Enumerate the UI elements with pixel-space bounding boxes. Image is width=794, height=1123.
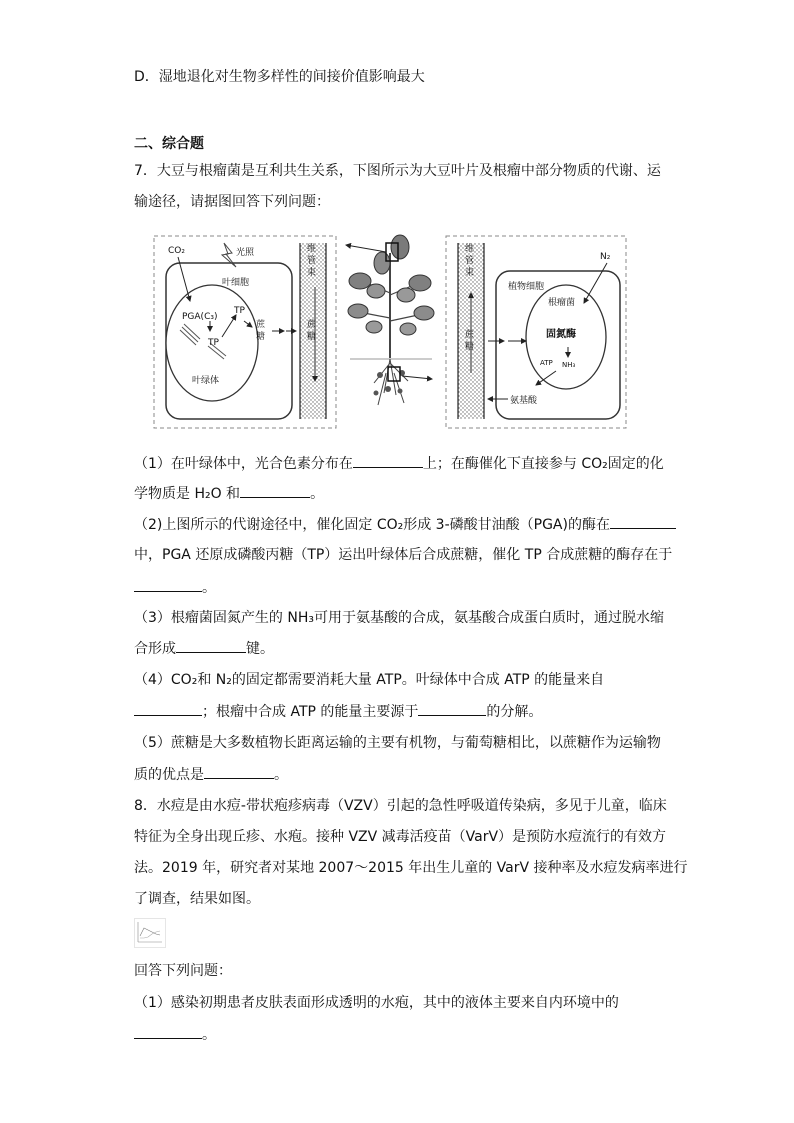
sucrose-left-1: 蔗 [256, 320, 266, 330]
q7-intro-line1: 7．大豆与根瘤菌是互利共生关系，下图所示为大豆叶片及根瘤中部分物质的代谢、运 [134, 163, 661, 179]
q8-p1-line1: （1）感染初期患者皮肤表面形成透明的水疱，其中的液体主要来自内环境中的 [134, 995, 619, 1011]
q8-line2: 特征为全身出现丘疹、水疱。接种 VZV 减毒活疫苗（VarV）是预防水痘流行的有效方 [134, 829, 667, 845]
answer-blank[interactable] [353, 453, 423, 468]
q7-p2-line2: 中，PGA 还原成磷酸丙糖（TP）运出叶绿体后合成蔗糖，催化 TP 合成蔗糖的酶存在于 [134, 547, 673, 563]
q7-p3-line2: 合形成 键。 [134, 638, 274, 659]
rhizobium-label: 根瘤菌 [548, 298, 576, 308]
q7-figure [152, 233, 628, 431]
q8-chart-thumbnail [134, 918, 166, 948]
q7-p5-line1: （5）蔗糖是大多数植物长距离运输的主要有机物，与葡萄糖相比，以蔗糖作为运输物 [134, 735, 661, 751]
leaf-cell-label: 叶细胞 [222, 278, 250, 288]
q8-line4: 了调查，结果如图。 [134, 891, 260, 907]
answer-blank[interactable] [240, 483, 310, 498]
answer-blank[interactable] [418, 701, 486, 716]
co2-label: CO₂ [168, 246, 185, 256]
amino-acid-label: 氨基酸 [510, 396, 538, 406]
nh3-label: NH₃ [562, 361, 576, 369]
answer-blank[interactable] [176, 638, 246, 653]
sucrose-mid-2: 糖 [307, 332, 317, 342]
light-label: 光照 [236, 248, 255, 258]
q7-p2-line1: （2)上图所示的代谢途径中，催化固定 CO₂形成 3-磷酸甘油酸（PGA)的酶在 [134, 514, 676, 535]
answer-blank[interactable] [204, 764, 274, 779]
q7-p5-line2: 质的优点是 。 [134, 764, 288, 785]
soybean-plant [348, 235, 434, 405]
q7-p2-line3: 。 [134, 577, 216, 598]
leaf-pointer-arrow [346, 245, 386, 252]
answer-blank[interactable] [134, 577, 202, 592]
vascular-left-1: 维 [307, 244, 317, 254]
q8-answer-prompt: 回答下列问题： [134, 963, 232, 979]
chloroplast-label: 叶绿体 [192, 376, 220, 386]
vascular-left-3: 束 [307, 268, 317, 278]
vascular-right-3: 束 [465, 268, 475, 278]
answer-blank[interactable] [610, 514, 676, 529]
sucrose-mid-1: 蔗 [307, 320, 317, 330]
plant-cell-label: 植物细胞 [508, 282, 545, 292]
q7-p1-line1: （1）在叶绿体中，光合色素分布在 上；在酶催化下直接参与 CO₂固定的化 [134, 453, 664, 474]
q7-p4-line1: （4）CO₂和 N₂的固定都需要消耗大量 ATP。叶绿体中合成 ATP 的能量来自 [134, 672, 605, 688]
vascular-right-2: 管 [465, 256, 475, 266]
pga-label: PGA(C₃) [182, 312, 218, 322]
sucrose-left-2: 糖 [256, 332, 266, 342]
n2-label: N₂ [600, 252, 611, 262]
section-title: 二、综合题 [134, 136, 204, 152]
q7-p3-line1: （3）根瘤菌固氮产生的 NH₃可用于氨基酸的合成，氨基酸合成蛋白质时，通过脱水缩 [134, 610, 664, 626]
q8-p1-line2: 。 [134, 1024, 216, 1045]
sucrose-right-2: 糖 [465, 342, 475, 352]
q7-intro-line2: 输途径，请据图回答下列问题： [134, 194, 330, 210]
tp-outer-label: TP [234, 306, 245, 316]
atp-label: ATP [540, 359, 553, 367]
vascular-left-2: 管 [307, 256, 317, 266]
q7-p1-line2: 学物质是 H₂O 和 。 [134, 483, 324, 504]
tp-inner-label: TP [208, 338, 219, 348]
answer-blank[interactable] [134, 1024, 202, 1039]
answer-blank[interactable] [134, 701, 202, 716]
sucrose-right-1: 蔗 [465, 330, 475, 340]
vascular-right-1: 维 [465, 244, 475, 254]
q8-line3: 法。2019 年，研究者对某地 2007～2015 年出生儿童的 VarV 接种率及水痘发病率进行 [134, 860, 688, 876]
root-pointer-arrow [402, 376, 432, 379]
q7-p4-line2: ；根瘤中合成 ATP 的能量主要源于 的分解。 [134, 701, 542, 722]
q8-line1: 8．水痘是由水痘-带状疱疹病毒（VZV）引起的急性呼吸道传染病，多见于儿童，临床 [134, 798, 667, 814]
option-d: D．湿地退化对生物多样性的间接价值影响最大 [134, 69, 425, 85]
nitrogenase-label: 固氮酶 [546, 329, 576, 340]
